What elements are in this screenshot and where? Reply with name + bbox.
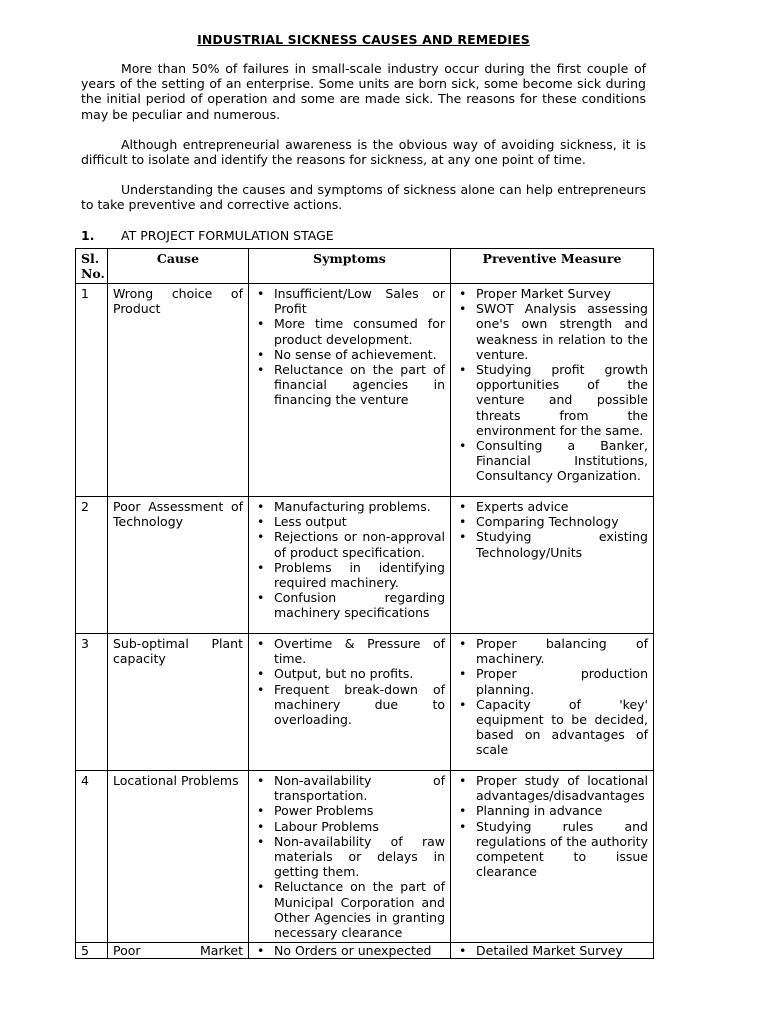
row-sl-no: 4 xyxy=(76,771,108,943)
symptom-item: • No Orders or unexpected xyxy=(274,943,445,958)
section-number: 1. xyxy=(81,227,95,243)
section-label: AT PROJECT FORMULATION STAGE xyxy=(121,227,334,243)
table-row xyxy=(76,284,654,497)
row-measures xyxy=(451,943,654,959)
row-measures xyxy=(451,497,654,634)
row-cause: Poor Assessment of Technology xyxy=(108,497,249,634)
document-title: INDUSTRIAL SICKNESS CAUSES AND REMEDIES xyxy=(197,32,530,47)
symptom-item: • Manufacturing problems. xyxy=(274,499,445,514)
document-page xyxy=(81,32,646,244)
paragraph-2: Although entrepreneurial awareness is the obvious way of avoiding sickness, it is difficult to isolate and identify the reasons for sickness, at any one point of time. xyxy=(81,136,646,168)
row-symptoms xyxy=(249,284,451,497)
measure-item: • Proper production planning. xyxy=(476,666,648,696)
measure-item: • Proper Market Survey xyxy=(476,286,648,301)
header-cause: Cause xyxy=(108,249,249,284)
table-row xyxy=(76,634,654,771)
measure-item: • Comparing Technology xyxy=(476,514,648,529)
row-sl-no: 3 xyxy=(76,634,108,771)
symptom-item: • Output, but no profits. xyxy=(274,666,445,681)
row-symptoms xyxy=(249,771,451,943)
header-sl-no: Sl. No. xyxy=(76,249,108,284)
row-cause: Locational Problems xyxy=(108,771,249,943)
table-row xyxy=(76,497,654,634)
row-sl-no: 2 xyxy=(76,497,108,634)
measure-item: • Consulting a Banker, Financial Institutions, Consultancy Organization. xyxy=(476,438,648,484)
header-preventive-measure: Preventive Measure xyxy=(451,249,654,284)
symptom-item: • Rejections or non-approval of product specification. xyxy=(274,529,445,559)
table-header-row xyxy=(76,249,654,284)
measure-item: • Planning in advance xyxy=(476,803,648,818)
header-symptoms: Symptoms xyxy=(249,249,451,284)
measure-item: • Studying rules and regulations of the authority competent to issue clearance xyxy=(476,819,648,880)
row-cause: Sub-optimal Plant capacity xyxy=(108,634,249,771)
row-sl-no: 1 xyxy=(76,284,108,497)
table-row xyxy=(76,771,654,943)
measure-item: • Capacity of 'key' equipment to be decided, based on advantages of scale xyxy=(476,697,648,758)
row-cause: Poor Market xyxy=(108,943,249,959)
row-symptoms xyxy=(249,634,451,771)
symptom-item: • Power Problems xyxy=(274,803,445,818)
row-measures xyxy=(451,634,654,771)
row-sl-no: 5 xyxy=(76,943,108,959)
symptom-item: • Less output xyxy=(274,514,445,529)
row-measures xyxy=(451,771,654,943)
paragraph-1: More than 50% of failures in small-scale industry occur during the first couple of years of the setting of an enterprise. Some units are born sick, some become sick during the initial period of operation and some are made sick. The reasons for these conditions may be peculiar and numerous. xyxy=(81,61,646,122)
measure-item: • SWOT Analysis assessing one's own strength and weakness in relation to the venture. xyxy=(476,301,648,362)
sickness-table xyxy=(75,248,654,959)
symptom-item: • Non-availability of raw materials or delays in getting them. xyxy=(274,834,445,880)
symptom-item: • Problems in identifying required machinery. xyxy=(274,560,445,590)
row-symptoms xyxy=(249,497,451,634)
measure-item: • Studying existing Technology/Units xyxy=(476,529,648,559)
symptom-item: • Insufficient/Low Sales or Profit xyxy=(274,286,445,316)
symptom-item: • Reluctance on the part of Municipal Corporation and Other Agencies in granting necessary clearance xyxy=(274,879,445,940)
symptom-item: • Labour Problems xyxy=(274,819,445,834)
symptom-item: • No sense of achievement. xyxy=(274,347,445,362)
paragraph-3: Understanding the causes and symptoms of sickness alone can help entrepreneurs to take preventive and corrective actions. xyxy=(81,182,646,213)
symptom-item: • Overtime & Pressure of time. xyxy=(274,636,445,666)
symptom-item: • Frequent break-down of machinery due to overloading. xyxy=(274,682,445,728)
measure-item: • Proper balancing of machinery. xyxy=(476,636,648,666)
row-symptoms xyxy=(249,943,451,959)
measure-item: • Studying profit growth opportunities of the venture and possible threats from the environment for the same. xyxy=(476,362,648,438)
symptom-item: • Confusion regarding machinery specifications xyxy=(274,590,445,620)
row-measures xyxy=(451,284,654,497)
symptom-item: • Reluctance on the part of financial agencies in financing the venture xyxy=(274,362,445,408)
measure-item: • Proper study of locational advantages/disadvantages xyxy=(476,773,648,803)
measure-item: • Experts advice xyxy=(476,499,648,514)
measure-item: • Detailed Market Survey xyxy=(476,943,648,958)
row-cause: Wrong choice of Product xyxy=(108,284,249,497)
table-row xyxy=(76,943,654,959)
symptom-item: • Non-availability of transportation. xyxy=(274,773,445,803)
section-heading xyxy=(81,228,646,244)
symptom-item: • More time consumed for product development. xyxy=(274,316,445,346)
